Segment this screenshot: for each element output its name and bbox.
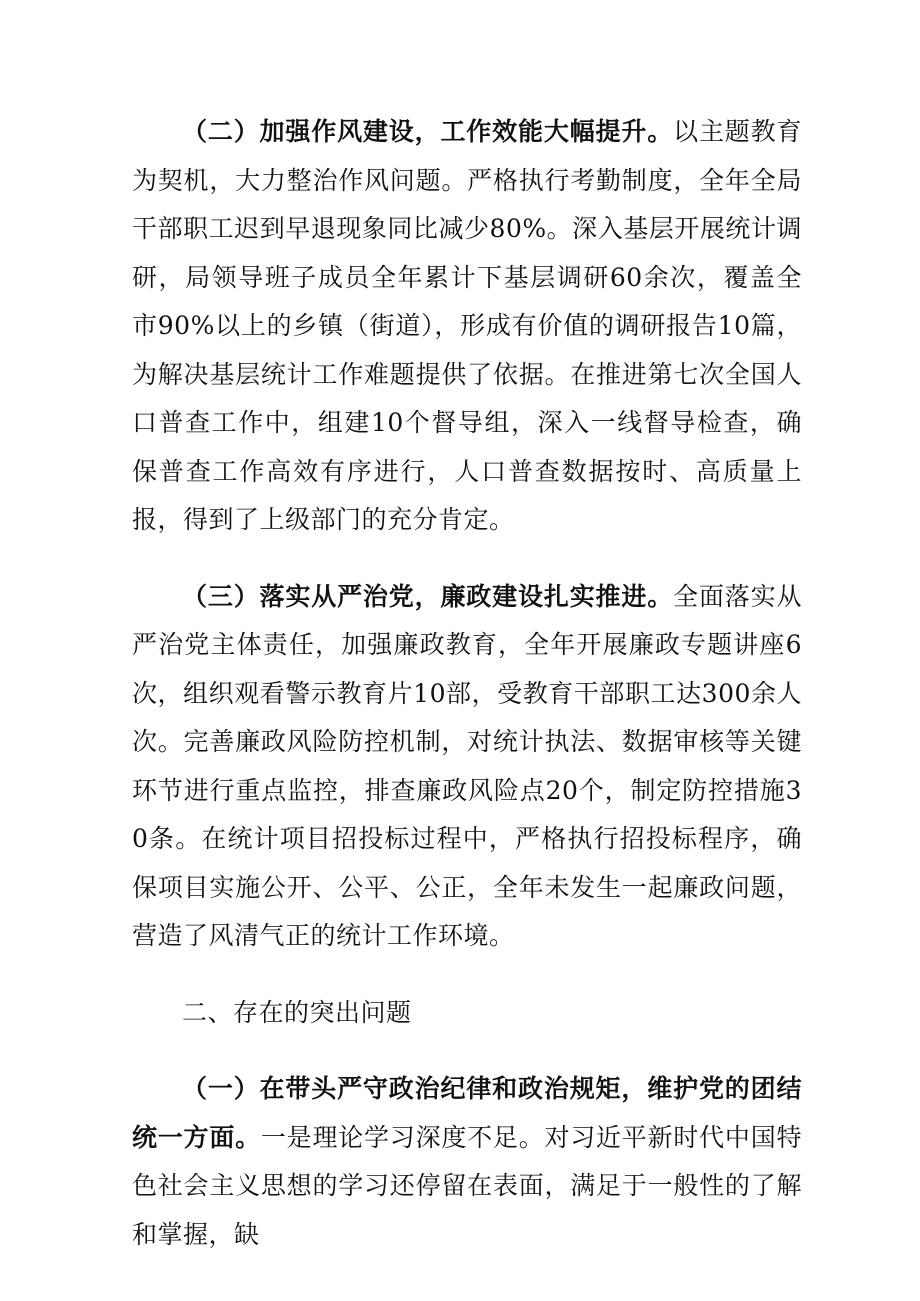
paragraph-body-party-discipline: 全面落实从严治党主体责任，加强廉政教育，全年开展廉政专题讲座6次，组织观看警示教育片10部，受教育干部职工达300余人次。完善廉政风险防控机制，对统计执法、数据审核等关键环节进行重点监控，排查廉政风险点20个，制定防控措施30条。在统计项目招投标过程中，严格执行招投标程序，确保项目实施公开、公平、公正，全年未发生一起廉政问题，营造了风清气正的统计工作环境。 (132, 581, 802, 950)
paragraph-body-work-style: 以主题教育为契机，大力整治作风问题。严格执行考勤制度，全年全局干部职工迟到早退现象同比减少80%。深入基层开展统计调研，局领导班子成员全年累计下基层调研60余次，覆盖全市90%以上的乡镇（街道），形成有价值的调研报告10篇，为解决基层统计工作难题提供了依据。在推进第七次全国人口普查工作中，组建10个督导组，深入一线督导检查，确保普查工作高效有序进行，人口普查数据按时、高质量上报，得到了上级部门的充分肯定。 (132, 117, 802, 534)
paragraph-body-political-discipline: 一是理论学习深度不足。对习近平新时代中国特色社会主义思想的学习还停留在表面，满足于一般性的了解和掌握，缺 (132, 1122, 802, 1249)
paragraph-lead-political-discipline: （一）在带头严守政治纪律和政治规矩，维护党的团结统一方面。 (132, 1074, 802, 1152)
paragraph-lead-work-style: （二）加强作风建设，工作效能大幅提升。 (182, 117, 674, 146)
paragraph-party-discipline (132, 573, 802, 961)
paragraph-lead-party-discipline: （三）落实从严治党，廉政建设扎实推进。 (182, 581, 674, 611)
paragraph-political-discipline (132, 1065, 802, 1259)
paragraph-work-style (132, 108, 802, 545)
section-heading-problems: 二、存在的突出问题 (182, 997, 412, 1027)
